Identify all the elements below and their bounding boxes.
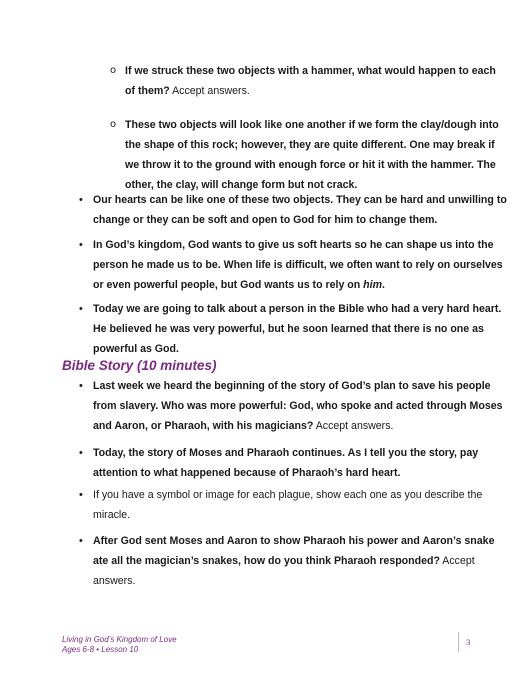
footer-subtitle: Ages 6-8 • Lesson 10 [62, 645, 139, 654]
bullet-hearts: Our hearts can be like one of these two objects. They can be hard and unwilling to change or they can be soft and open to God for him to change them. [93, 194, 507, 226]
sub-item-2-bold: These two objects will look like one another if we form the clay/dough into the shape of this rock; however, they are quite different. One may break if we throw it to the ground with enough force or hit it with the hammer. The other, the clay, will change form but not crack. [125, 119, 499, 191]
sub-item-1-normal: Accept answers. [169, 85, 250, 97]
sub-bullet-marker: o [110, 119, 117, 130]
bullet-marker: • [79, 535, 83, 547]
bullet-kingdom-after: . [382, 279, 385, 291]
bullet-marker: • [79, 447, 83, 459]
bullet-marker: • [79, 380, 83, 392]
story-bullet-2 [93, 443, 507, 483]
bullet-hard-heart: Today we are going to talk about a person in the Bible who had a very hard heart. He believed he was very powerful, but he soon learned that there is no one as powerful as God. [93, 303, 502, 355]
story-bullet-4 [93, 531, 507, 591]
story-bullet-3-normal: If you have a symbol or image for each plague, show each one as you describe the miracle. [93, 489, 483, 521]
bullet-marker: • [79, 489, 83, 501]
bullet-marker: • [79, 303, 83, 315]
story-bullet-3 [93, 485, 507, 525]
page-number: 3 [466, 637, 471, 647]
story-bullet-2-bold: Today, the story of Moses and Pharaoh continues. As I tell you the story, pay attention to what happened because of Pharaoh’s hard heart. [93, 447, 479, 479]
story-bullet-4-bold: After God sent Moses and Aaron to show Pharaoh his power and Aaron’s snake ate all the magician’s snakes, how do you think Pharaoh responded? [93, 535, 495, 567]
story-bullet-4-normal: Accept answers. [93, 555, 475, 587]
sub-item-2 [125, 115, 507, 195]
story-bullet-1 [93, 376, 507, 436]
bullet-kingdom-italic: him [363, 279, 383, 291]
section-heading: Bible Story (10 minutes) [62, 358, 217, 373]
footer-title: Living in God’s Kingdom of Love [62, 635, 177, 644]
story-bullet-1-normal: Accept answers. [313, 420, 394, 432]
bullet-kingdom-text: In God’s kingdom, God wants to give us soft hearts so he can shape us into the person he made us to be. When life is difficult, we often want to rely on ourselves or even powerful people, but God wants us to rely on [93, 239, 503, 291]
sub-item-1 [125, 61, 507, 101]
bullet-marker: • [79, 239, 83, 251]
sub-item-1-bold: If we struck these two objects with a hammer, what would happen to each of them? [125, 65, 496, 97]
sub-bullet-marker: o [110, 65, 117, 76]
story-bullet-1-bold: Last week we heard the beginning of the story of God’s plan to save his people from slavery. Who was more powerful: God, who spoke and acted through Moses and Aaron, or Pharaoh, with his magicians? [93, 380, 503, 432]
footer-divider [458, 632, 459, 652]
bullet-marker: • [79, 194, 83, 206]
bullet-kingdom [93, 235, 507, 295]
